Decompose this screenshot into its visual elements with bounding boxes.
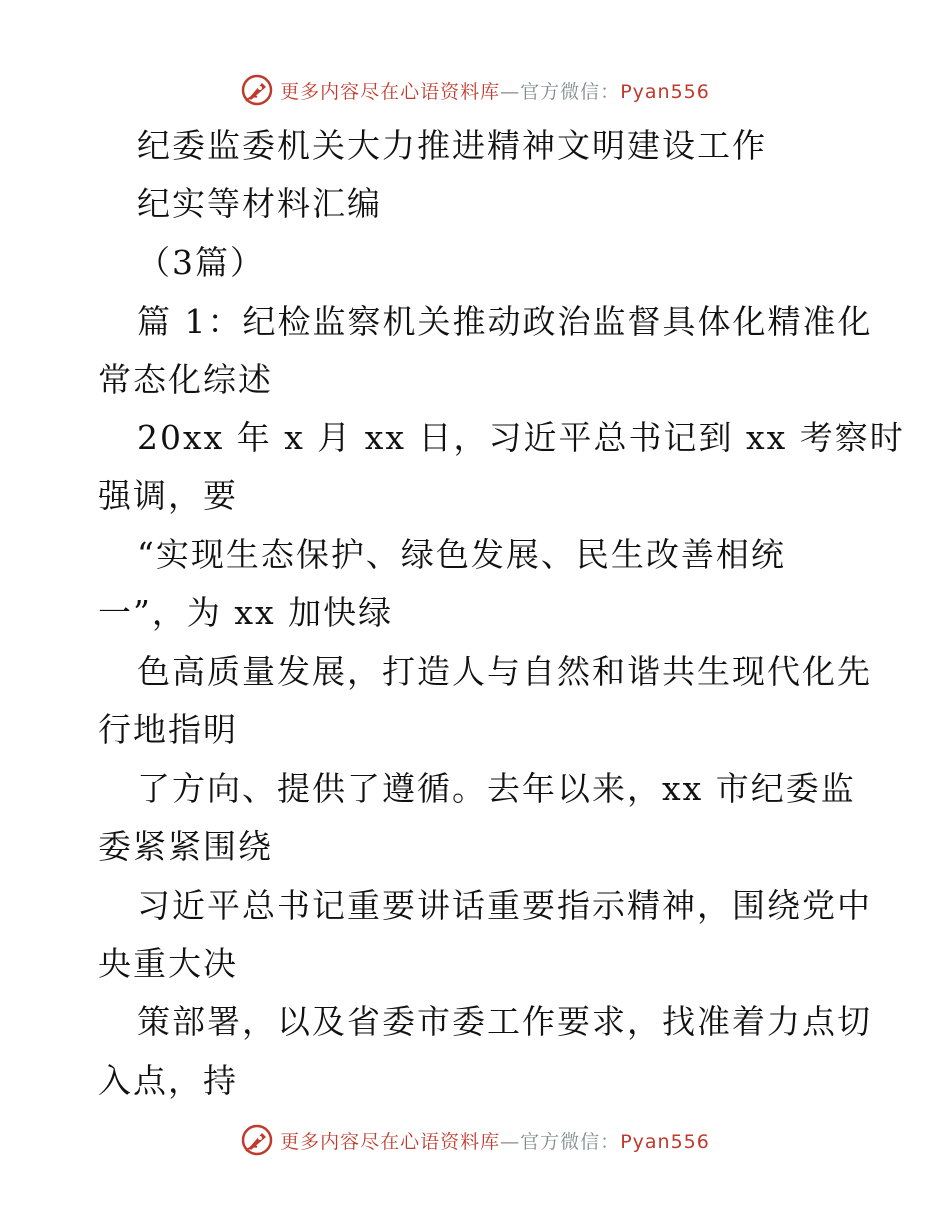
doc-title-line-2: 纪实等材料汇编 [137, 184, 382, 223]
watermark-dash: — [500, 1130, 521, 1153]
pen-nib-logo-icon [240, 73, 274, 107]
header-watermark-banner [0, 70, 950, 110]
doc-section-heading-line-1: 篇 1：纪检监察机关推动政治监督具体化精准化 [137, 302, 873, 341]
doc-paragraph-line: 入点，持 [98, 1061, 238, 1100]
watermark-text [280, 77, 710, 104]
watermark-site-text: 更多内容尽在心语资料库 [280, 1130, 501, 1153]
watermark-wechat-id: Pyan556 [620, 80, 710, 103]
doc-paragraph-line: 习近平总书记重要讲话重要指示精神，围绕党中 [137, 886, 872, 925]
doc-paragraph-line: 色高质量发展，打造人与自然和谐共生现代化先 [137, 652, 872, 691]
doc-paragraph-line: 行地指明 [98, 710, 238, 749]
doc-paragraph-line: 央重大决 [98, 944, 238, 983]
doc-title-line-1: 纪委监委机关大力推进精神文明建设工作 [137, 126, 767, 165]
doc-paragraph-line: 20xx 年 x 月 xx 日，习近平总书记到 xx 考察时 [137, 418, 905, 457]
doc-section-heading-line-2: 常态化综述 [98, 360, 273, 399]
watermark-wechat-label: 官方微信： [520, 80, 621, 103]
watermark-site-text: 更多内容尽在心语资料库 [280, 80, 501, 103]
watermark-text [280, 1127, 710, 1154]
footer-watermark-banner [0, 1120, 950, 1160]
watermark-wechat-id: Pyan556 [620, 1130, 710, 1153]
doc-paragraph-line: “实现生态保护、绿色发展、民生改善相统 [137, 535, 786, 574]
doc-paragraph-line: 委紧紧围绕 [98, 827, 273, 866]
doc-paragraph-line: 了方向、提供了遵循。去年以来，xx 市纪委监 [137, 769, 856, 808]
doc-paragraph-line: 强调，要 [98, 476, 238, 515]
doc-subtitle-count: （3篇） [137, 243, 265, 282]
doc-paragraph-line: 策部署，以及省委市委工作要求，找准着力点切 [137, 1002, 872, 1041]
pen-nib-logo-icon [240, 1123, 274, 1157]
watermark-wechat-label: 官方微信： [520, 1130, 621, 1153]
doc-paragraph-line: 一”，为 xx 加快绿 [98, 593, 394, 632]
watermark-dash: — [500, 80, 521, 103]
